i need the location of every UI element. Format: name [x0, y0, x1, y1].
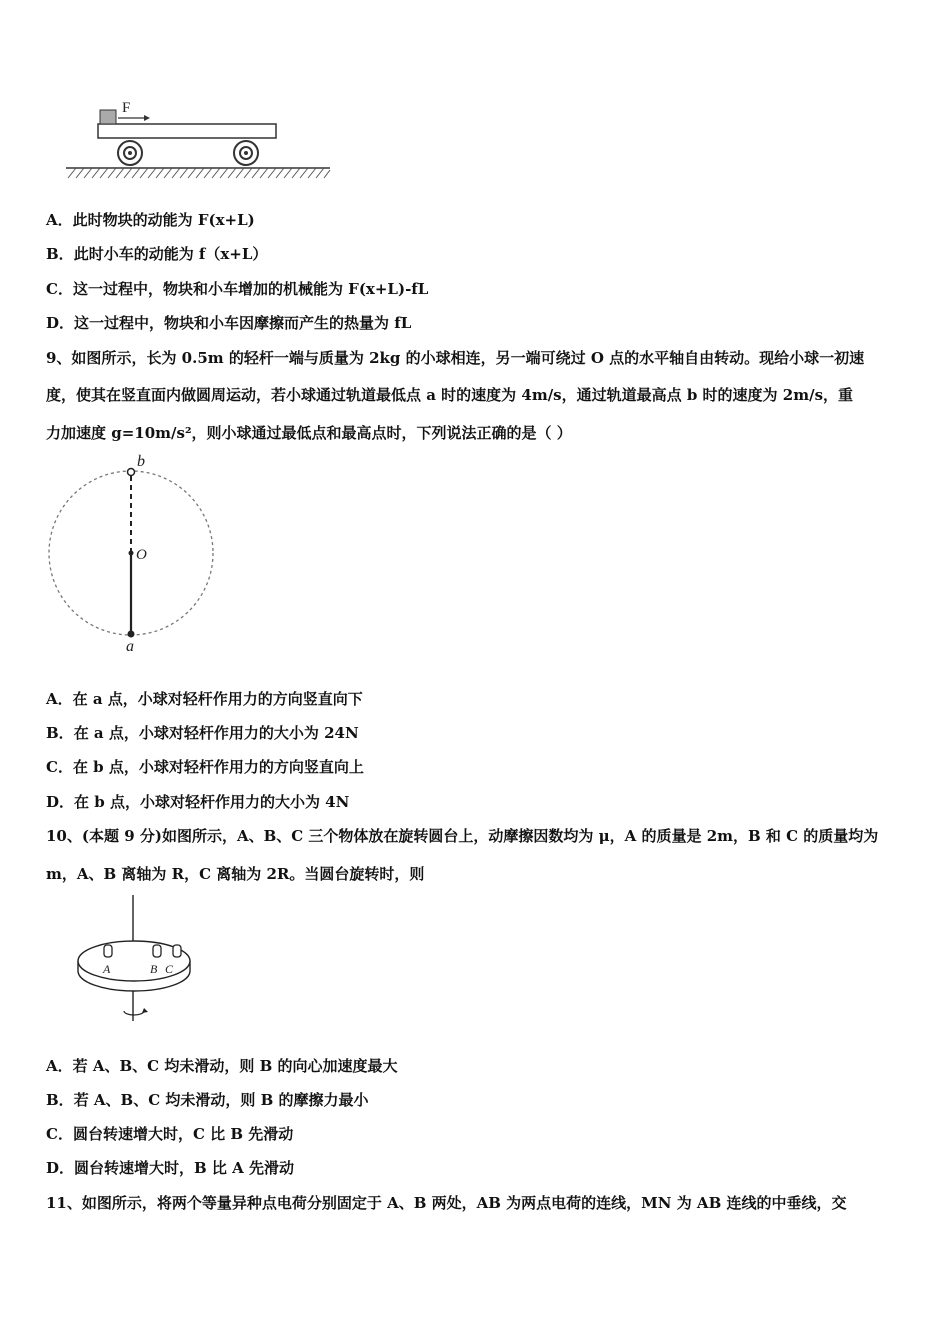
q9-stem-line-1: 9、如图所示，长为 0.5m 的轻杆一端与质量为 2kg 的小球相连，另一端可绕过 O 点的水平轴自由转动。现给小球一初速: [46, 349, 865, 367]
q10-option-c: C．圆台转速增大时，C 比 B 先滑动: [46, 1125, 294, 1143]
object-c: [173, 945, 181, 957]
q8-option-b: B．此时小车的动能为 f（x+L）: [46, 245, 268, 263]
q9-option-b: B．在 a 点，小球对轻杆作用力的大小为 24N: [46, 724, 359, 742]
label-b: B: [150, 962, 158, 976]
q10-option-b: B．若 A、B、C 均未滑动，则 B 的摩擦力最小: [46, 1091, 369, 1109]
ground-hatch: [66, 168, 330, 178]
q10-stem-line-1: 10、(本题 9 分)如图所示，A、B、C 三个物体放在旋转圆台上，动摩擦因数均为 μ，A 的质量是 2m，B 和 C 的质量均为: [46, 827, 879, 845]
circle-motion-figure: [40, 452, 230, 657]
q8-option-c: C．这一过程中，物块和小车增加的机械能为 F(x+L)-fL: [46, 280, 429, 298]
rotating-table-figure: [70, 893, 210, 1033]
label-b: b: [137, 453, 145, 470]
cart-figure: [60, 92, 340, 182]
label-c: C: [165, 962, 174, 976]
label-a: A: [103, 962, 111, 976]
label-o: O: [136, 547, 147, 563]
q9-option-a: A．在 a 点，小球对轻杆作用力的方向竖直向下: [46, 690, 363, 708]
q11-stem-line-1: 11、如图所示，将两个等量异种点电荷分别固定于 A、B 两处，AB 为两点电荷的连线，MN 为 AB 连线的中垂线，交: [46, 1194, 847, 1212]
q8-option-d: D．这一过程中，物块和小车因摩擦而产生的热量为 fL: [46, 314, 412, 332]
q10-option-a: A．若 A、B、C 均未滑动，则 B 的向心加速度最大: [46, 1057, 398, 1075]
label-a: a: [126, 638, 134, 655]
object-a: [104, 945, 112, 957]
q10-stem-line-2: m，A、B 离轴为 R，C 离轴为 2R。当圆台旋转时，则: [46, 865, 425, 883]
point-b: [128, 469, 135, 476]
right-wheel: [234, 141, 258, 165]
q10-option-d: D．圆台转速增大时，B 比 A 先滑动: [46, 1159, 294, 1177]
ball-a: [128, 631, 135, 638]
q9-stem-line-3: 力加速度 g=10m/s²，则小球通过最低点和最高点时，下列说法正确的是（ ）: [46, 424, 572, 442]
object-b: [153, 945, 161, 957]
q9-option-c: C．在 b 点，小球对轻杆作用力的方向竖直向上: [46, 758, 364, 776]
point-o: [129, 551, 134, 556]
left-wheel: [118, 141, 142, 165]
cart-board: [98, 124, 276, 138]
block: [100, 110, 116, 124]
q9-option-d: D．在 b 点，小球对轻杆作用力的大小为 4N: [46, 793, 350, 811]
q9-stem-line-2: 度，使其在竖直面内做圆周运动，若小球通过轨道最低点 a 时的速度为 4m/s，通过轨道最高点 b 时的速度为 2m/s，重: [46, 386, 854, 404]
rotation-arrow-icon: [124, 1011, 144, 1015]
force-label: F: [122, 100, 131, 116]
q8-option-a: A．此时物块的动能为 F(x+L): [46, 211, 255, 229]
